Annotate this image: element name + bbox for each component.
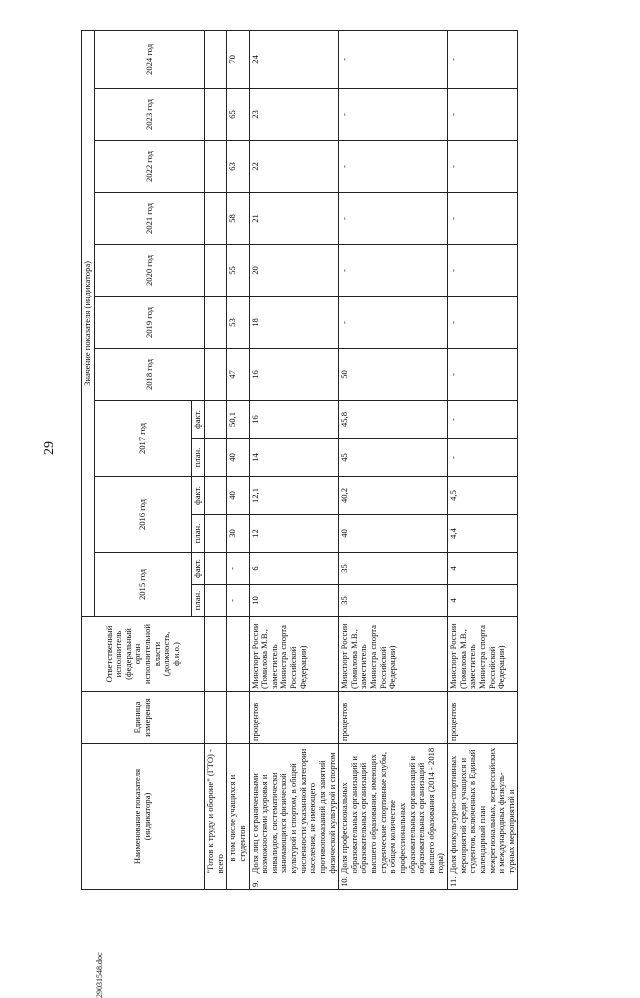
value-cell	[205, 89, 227, 141]
value-cell: -	[448, 297, 518, 349]
value-cell: 50,1	[227, 401, 249, 439]
value-cell: 40	[227, 477, 249, 515]
document-id: 29031548.doc	[95, 952, 104, 998]
value-cell: -	[339, 89, 448, 141]
value-cell: -	[448, 349, 518, 401]
table-row	[448, 30, 518, 889]
value-cell	[205, 553, 227, 585]
value-cell: 53	[227, 297, 249, 349]
value-cell: -	[227, 585, 249, 617]
value-cell: 4	[448, 585, 518, 617]
value-cell: 18	[249, 297, 339, 349]
indicator-name: Доля лиц с ограниченными возможностями здоровья и инвалидов, систематически занимающихся физической культурой и спортом, в общей численности указанной категории населения, не имеющего противопоказаний для занятий физической культурой и спортом	[249, 744, 339, 876]
table-row	[227, 30, 249, 889]
header-name: Наименование показателя (индикатора)	[82, 744, 205, 890]
responsible-cell	[205, 617, 227, 692]
header-2015: 2015 год	[94, 553, 192, 617]
header-2016-plan: план.	[192, 515, 205, 553]
value-cell	[205, 297, 227, 349]
header-2019: 2019 год	[94, 297, 204, 349]
table-row	[205, 30, 227, 889]
header-responsible: Ответственный исполнитель (федеральный орган исполнительной власти (должность, ф.и.о.)	[82, 617, 205, 692]
header-2018: 2018 год	[94, 349, 204, 401]
value-cell: -	[339, 297, 448, 349]
value-cell	[205, 245, 227, 297]
header-values-group: Значение показателя (индикатора)	[82, 30, 95, 616]
value-cell: -	[339, 30, 448, 88]
value-cell: 4,5	[448, 477, 518, 515]
value-cell: -	[448, 193, 518, 245]
page-number: 29	[42, 441, 57, 455]
indicators-table	[81, 30, 518, 890]
value-cell	[205, 30, 227, 88]
value-cell: -	[339, 245, 448, 297]
value-cell: 50	[339, 349, 448, 401]
value-cell: 10	[249, 585, 339, 617]
row-number	[227, 876, 249, 890]
indicator-name: "Готов к труду и обороне" (ГТО) - всего	[205, 744, 227, 876]
responsible-cell: Минспорт России (Томилова М.В., заместитель Министра спорта Российской Федерации)	[339, 617, 448, 692]
header-2020: 2020 год	[94, 245, 204, 297]
responsible-cell: Минспорт России (Томилова М.В., заместитель Министра спорта Российской Федерации)	[249, 617, 339, 692]
value-cell: 24	[249, 30, 339, 88]
value-cell: 20	[249, 245, 339, 297]
value-cell: 14	[249, 439, 339, 477]
header-2017-fact: факт.	[192, 401, 205, 439]
table-row	[249, 30, 339, 889]
table-row	[339, 30, 448, 889]
unit-cell	[205, 692, 227, 744]
value-cell: -	[448, 401, 518, 439]
value-cell: -	[339, 141, 448, 193]
header-2017-plan: план.	[192, 439, 205, 477]
value-cell: -	[227, 553, 249, 585]
unit-cell: процентов	[339, 692, 448, 744]
unit-cell: процентов	[249, 692, 339, 744]
header-unit: Единица измерения	[82, 692, 205, 744]
header-2015-fact: факт.	[192, 553, 205, 585]
value-cell: 40	[227, 439, 249, 477]
indicator-name: в том числе учащихся и студентов	[227, 744, 249, 876]
value-cell: 35	[339, 553, 448, 585]
value-cell	[205, 515, 227, 553]
value-cell: 55	[227, 245, 249, 297]
value-cell: 21	[249, 193, 339, 245]
value-cell: 65	[227, 89, 249, 141]
value-cell: -	[448, 141, 518, 193]
header-2023: 2023 год	[94, 89, 204, 141]
header-row-1	[82, 30, 95, 889]
value-cell: 58	[227, 193, 249, 245]
value-cell	[205, 439, 227, 477]
value-cell	[205, 401, 227, 439]
value-cell: -	[448, 30, 518, 88]
value-cell: 30	[227, 515, 249, 553]
row-number	[205, 876, 227, 890]
value-cell: -	[448, 89, 518, 141]
value-cell: 4,4	[448, 515, 518, 553]
indicator-name: Доля профессиональных образовательных организаций и образовательных организаций высшего образования, имеющих студенческие спортивные клубы, в общем количестве профессиональных образовательных организаций и образовательных организаций высшего образования (2014 - 2018 годы)	[339, 744, 448, 876]
header-2022: 2022 год	[94, 141, 204, 193]
value-cell: 47	[227, 349, 249, 401]
value-cell: 22	[249, 141, 339, 193]
value-cell: 45	[339, 439, 448, 477]
value-cell: 45,8	[339, 401, 448, 439]
value-cell: -	[448, 439, 518, 477]
value-cell: 16	[249, 349, 339, 401]
value-cell	[205, 349, 227, 401]
value-cell: 6	[249, 553, 339, 585]
value-cell	[205, 477, 227, 515]
unit-cell: процентов	[448, 692, 518, 744]
value-cell	[205, 193, 227, 245]
unit-cell	[227, 692, 249, 744]
value-cell: 12	[249, 515, 339, 553]
value-cell: 63	[227, 141, 249, 193]
value-cell	[205, 585, 227, 617]
value-cell: -	[448, 245, 518, 297]
row-number: 9.	[249, 876, 339, 890]
value-cell	[205, 141, 227, 193]
header-2016: 2016 год	[94, 477, 192, 553]
header-2024: 2024 год	[94, 30, 204, 88]
responsible-cell	[227, 617, 249, 692]
row-number: 11.	[448, 876, 518, 890]
value-cell: 40,2	[339, 477, 448, 515]
value-cell: 12,1	[249, 477, 339, 515]
indicator-name: Доля физкультурно-спортивных мероприятий среди учащихся и студентов, включенных в Единый календарный план межрегиональных, всероссийских и международных физкуль-турных мероприятий и	[448, 744, 518, 876]
value-cell: 35	[339, 585, 448, 617]
rotated-page-content	[81, 30, 561, 998]
value-cell: 40	[339, 515, 448, 553]
header-2017: 2017 год	[94, 401, 192, 477]
row-number: 10.	[339, 876, 448, 890]
value-cell: 4	[448, 553, 518, 585]
header-2015-plan: план.	[192, 585, 205, 617]
value-cell: 23	[249, 89, 339, 141]
value-cell: 70	[227, 30, 249, 88]
responsible-cell: Минспорт России (Томилова М.В., заместитель Министра спорта Российской Федерации)	[448, 617, 518, 692]
value-cell: 16	[249, 401, 339, 439]
header-2016-fact: факт.	[192, 477, 205, 515]
value-cell: -	[339, 193, 448, 245]
header-2021: 2021 год	[94, 193, 204, 245]
